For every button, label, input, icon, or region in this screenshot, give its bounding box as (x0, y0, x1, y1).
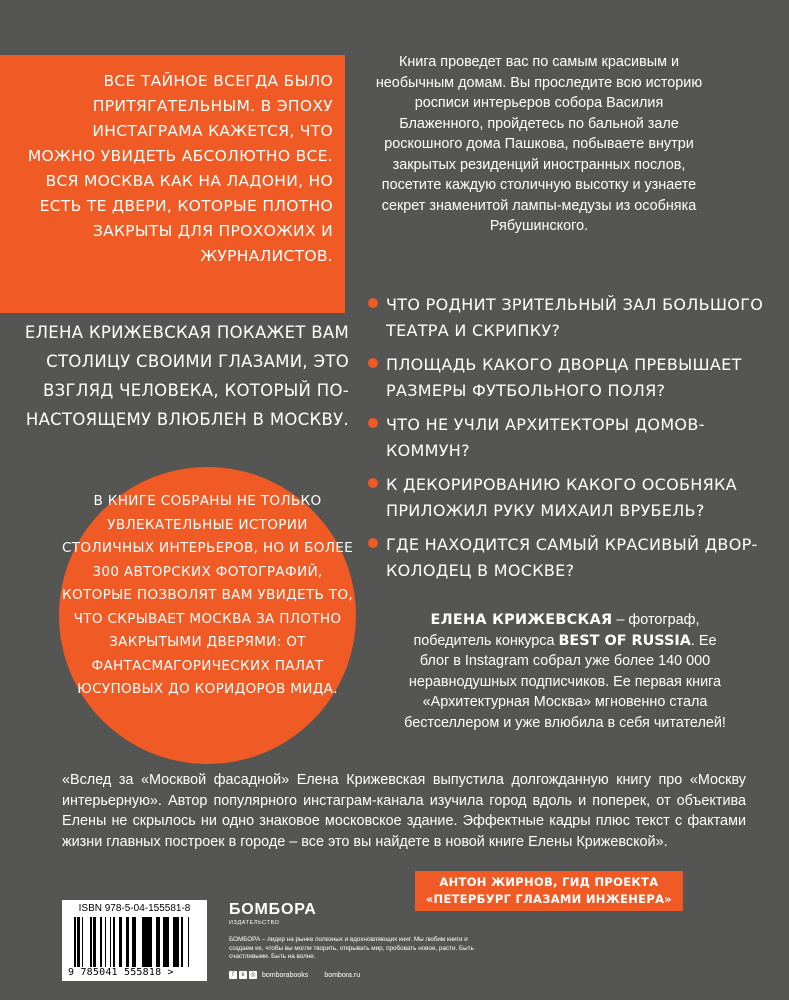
barcode-bar (164, 917, 166, 967)
barcode-bar (132, 917, 134, 967)
review-quote: «Вслед за «Москвой фасадной» Елена Крижевская выпустила долгожданную книгу про «Москву интерьерную». Автор популярного инстаграм-канала изучила город вдоль и поперек, от объектива Елены не скрылось ни одно знаковое московское здание. Эффектные кадры плюс текст с фактами жизни главных построек в городе – все это вы найдете в новой книге Елены Крижевской». (62, 772, 746, 850)
author-name: ЕЛЕНА КРИЖЕВСКАЯ (430, 612, 613, 628)
barcode-digits: 9 785041 555818 > (68, 967, 174, 978)
bullet-icon (368, 478, 378, 488)
annotation: ЕЛЕНА КРИЖЕВСКАЯ ПОКАЖЕТ ВАМ СТОЛИЦУ СВОИМИ ГЛАЗАМИ, ЭТО ВЗГЛЯД ЧЕЛОВЕКА, КОТОРЫЙ ПО-НАСТОЯЩЕМУ ВЛЮБЛЕН В МОСКВУ. (24, 323, 349, 429)
question-list (368, 292, 788, 592)
social-row (229, 970, 360, 980)
barcode-bar (173, 917, 176, 967)
question-text: ПЛОЩАДЬ КАКОГО ДВОРЦА ПРЕВЫШАЕТ РАЗМЕРЫ ФУТБОЛЬНОГО ПОЛЯ? (386, 355, 742, 400)
barcode-bar (134, 917, 136, 967)
barcode-bar (110, 917, 111, 967)
reviewer-project: «ПЕТЕРБУРГ ГЛАЗАМИ ИНЖЕНЕРА» (425, 892, 672, 906)
author-bio (400, 610, 730, 733)
barcode-bar (168, 917, 169, 967)
publisher-about: БОМБОРА – лидер на рынке полезных и вдохновляющих книг. Мы любим книги и создаем их, чтобы вы могли творить, открывать мир, пробовать новое, расти. Быть счастливыми. Быть на волне. (229, 936, 474, 960)
barcode-bar (149, 917, 152, 967)
barcode-bar (90, 917, 92, 967)
author-intro: – фотограф, победитель конкурса (413, 612, 700, 649)
question-text: ЧТО НЕ УЧЛИ АРХИТЕКТОРЫ ДОМОВ-КОММУН? (386, 415, 705, 460)
question-text: К ДЕКОРИРОВАНИЮ КАКОГО ОСОБНЯКА ПРИЛОЖИЛ РУКУ МИХАИЛ ВРУБЕЛЬ? (386, 475, 737, 520)
barcode (62, 900, 207, 981)
barcode-bar (119, 917, 122, 967)
bullet-icon (368, 538, 378, 548)
barcode-bar (113, 917, 114, 967)
barcode-bar (143, 917, 146, 967)
bullet-icon (368, 298, 378, 308)
facebook-icon[interactable]: f (229, 971, 237, 979)
author-details: . Ее блог в Instagram собрал уже более 140 000 неравнодушных подписчиков. Ее первая книга «Архитектурная Москва» мгновенно стала бестселлером и уже влюбила в себя читателей! (404, 632, 726, 731)
barcode-bar (126, 917, 129, 967)
reviewer-badge (415, 871, 683, 911)
barcode-bar (188, 917, 189, 967)
barcode-bar (156, 917, 159, 967)
barcode-bar (181, 917, 183, 967)
intro-quote: ВСЕ ТАЙНОЕ ВСЕГДА БЫЛО ПРИТЯГАТЕЛЬНЫМ. В ЭПОХУ ИНСТАГРАМА КАЖЕТСЯ, ЧТО МОЖНО УВИДЕТЬ АБСОЛЮТНО ВСЕ. ВСЯ МОСКВА КАК НА ЛАДОНИ, НО ЕСТЬ ТЕ ДВЕРИ, КОТОРЫЕ ПЛОТНО ЗАКРЫТЫ ДЛЯ ПРОХОЖИХ И ЖУРНАЛИСТОВ. (27, 72, 333, 265)
vk-icon[interactable]: в (239, 971, 247, 979)
barcode-bar (176, 917, 178, 967)
barcode-bars-icon (74, 917, 196, 967)
barcode-bar (178, 917, 179, 967)
barcode-bar (105, 917, 106, 967)
instagram-icon[interactable]: ◎ (250, 972, 256, 978)
quote-panel (0, 55, 345, 313)
question-item (368, 352, 788, 404)
barcode-bar (82, 917, 83, 967)
site-link[interactable]: bombora.ru (324, 971, 361, 979)
bullet-icon (368, 358, 378, 368)
barcode-bar (146, 917, 149, 967)
barcode-bar (100, 917, 102, 967)
isbn-text: ISBN 978-5-04-155581-8 (78, 903, 191, 914)
reviewer-name: АНТОН ЖИРНОВ, ГИД ПРОЕКТА (439, 875, 659, 889)
barcode-bar (74, 917, 76, 967)
question-text: ГДЕ НАХОДИТСЯ САМЫЙ КРАСИВЫЙ ДВОР-КОЛОДЕЦ В МОСКВЕ? (386, 535, 758, 580)
book-description: Книга проведет вас по самым красивым и необычным домам. Вы проследите всю историю росписи интерьеров собора Василия Блаженного, пройдетесь по бальной зале роскошного дома Пашкова, побываете внутри закрытых резиденций иностранных послов, посетите каждую столичную высотку и узнаете секрет знаменитой лампы-медузы из особняка Рябушинского. (375, 54, 703, 234)
publisher-subtitle: ИЗДАТЕЛЬСТВО (229, 920, 280, 926)
barcode-bar (163, 917, 164, 967)
barcode-bar (142, 917, 143, 967)
social-handle[interactable]: bomborabooks (262, 971, 309, 979)
barcode-bar (159, 917, 160, 967)
barcode-bar (79, 917, 80, 967)
barcode-bar (166, 917, 168, 967)
barcode-bar (114, 917, 115, 967)
highlight-circle (59, 467, 356, 764)
question-item (368, 532, 788, 584)
award-name: BEST OF RUSSIA (558, 632, 691, 649)
question-item (368, 472, 788, 524)
question-item (368, 292, 788, 344)
barcode-bar (77, 917, 79, 967)
bullet-icon (368, 418, 378, 428)
question-text: ЧТО РОДНИТ ЗРИТЕЛЬНЫЙ ЗАЛ БОЛЬШОГО ТЕАТРА И СКРИПКУ? (386, 295, 764, 340)
question-item (368, 412, 788, 464)
circle-text: В КНИГЕ СОБРАНЫ НЕ ТОЛЬКО УВЛЕКАТЕЛЬНЫЕ ИСТОРИИ СТОЛИЧНЫХ ИНТЕРЬЕРОВ, НО И БОЛЕЕ 300 АВТОРСКИХ ФОТОГРАФИЙ, КОТОРЫЕ ПОЗВОЛЯТ ВАМ УВИДЕТЬ ТО, ЧТО СКРЫВАЕТ МОСКВА ЗА ПЛОТНО ЗАКРЫТЫМИ ДВЕРЯМИ: ОТ ФАНТАСМАГОРИЧЕСКИХ ПАЛАТ ЮСУПОВЫХ ДО КОРИДОРОВ МИДА. (61, 493, 354, 697)
barcode-bar (93, 917, 96, 967)
publisher-logo: БОМБОРА (229, 901, 317, 918)
